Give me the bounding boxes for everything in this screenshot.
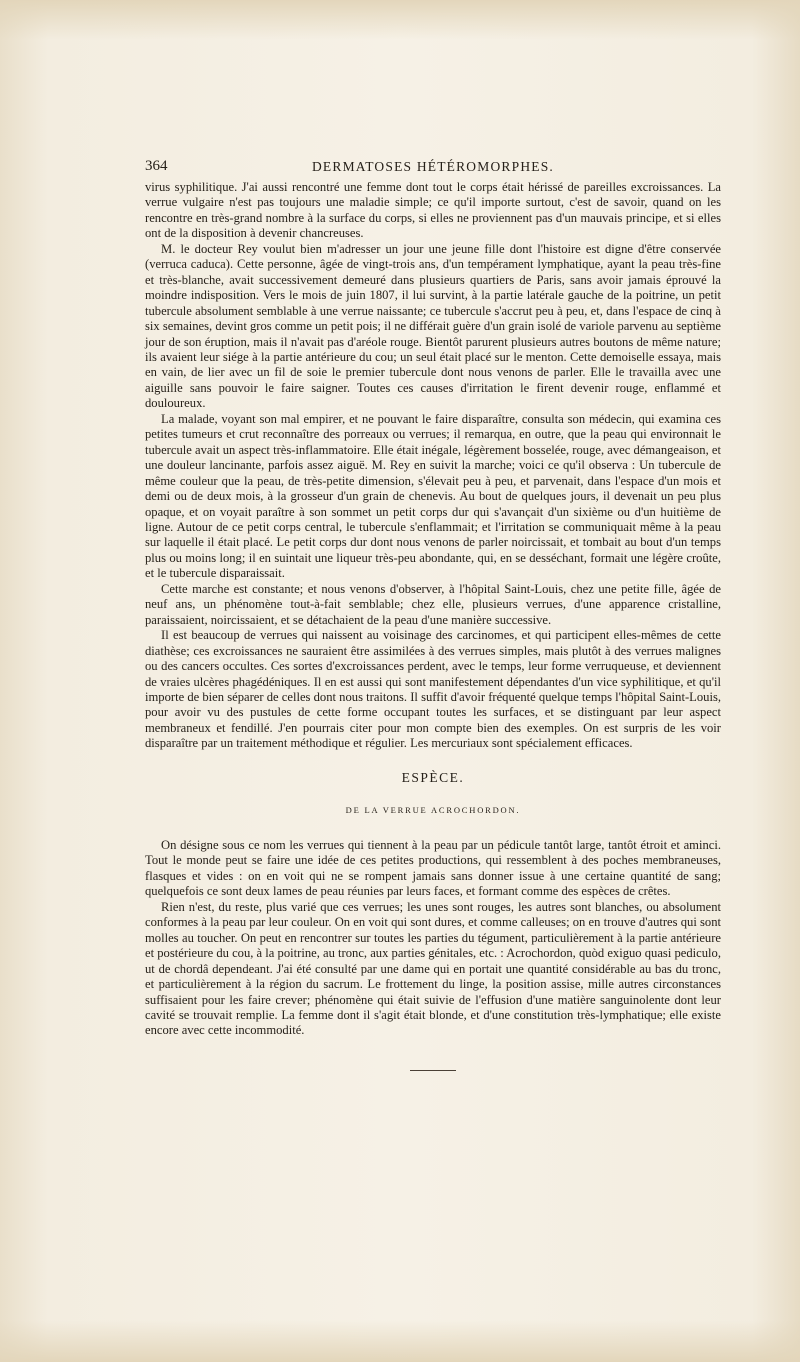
paragraph: Rien n'est, du reste, plus varié que ces verrues; les unes sont rouges, les autres sont blanches, ou absolument conformes à la peau par leur couleur. On en voit qui sont dures, et comme calleuses; on en trouve d'autres qui sont molles au toucher. On peut en rencontrer sur toutes les parties du tégument, particulièrement à la partie antérieure et postérieure du cou, à la poitrine, au tronc, aux parties génitales, etc. : Acrochordon, quòd exiguo quasi pediculo, ut de chordâ dependeant. J'ai été consulté par une dame qui en portait une quantité considérable au bas du tronc, et particulièrement à la région du sacrum. Le frottement du linge, la position assise, mille autres circonstances suffisaient pour les faire crever; phénomène qui était suivie de l'effusion d'une matière sanguinolente dont leur cavité se trouvait remplie. La femme dont il s'agit était blonde, et d'une constitution très-lymphatique; elle existe encore avec cette incommodité.	[145, 899, 721, 1038]
section-title: ESPÈCE.	[401, 770, 465, 785]
running-title: DERMATOSES HÉTÉROMORPHES.	[311, 159, 555, 174]
paper-stain	[0, 1320, 800, 1362]
closing-rule	[410, 1070, 456, 1071]
body-text	[145, 180, 721, 752]
page-number: 364	[145, 158, 168, 174]
paragraph: La malade, voyant son mal empirer, et ne pouvant le faire disparaître, consulta son médecin, qui examina ces petites tumeurs et crut reconnaître des porreaux ou verrues; il remarqua, en outre, que la peau qui environnait le tubercule avait un aspect très-inflammatoire. Elle était inégale, légèrement bosselée, rouge, avec démangeaison, et une douleur lancinante, parfois assez aiguë. M. Rey en suivit la marche; voici ce qu'il observa : Un tubercule de même couleur que la peau, de très-petite dimension, s'élevait peu à peu, et parvenait, dans l'espace d'un mois et demi ou de deux mois, à la grosseur d'un grain de chenevis. Au bout de quelques jours, il devenait un peu plus opaque, et on voyait paraître à son sommet un petit corps dur qui s'avançait d'un sixième ou d'un huitième de ligne. Autour de ce petit corps central, le tubercule s'enflammait; et l'irritation se communiquait même à la peau sur laquelle il était placé. Le petit corps dur dont nous venons de parler noircissait, et tombait au bout d'un temps plus ou moins long; il en suintait une liqueur très-peu abondante, qui, en se desséchant, formait une légère croûte, et le tubercule disparaissait.	[145, 411, 721, 581]
paragraph: Cette marche est constante; et nous venons d'observer, à l'hôpital Saint-Louis, chez une petite fille, âgée de neuf ans, un phénomène tout-à-fait semblable; chez elle, plusieurs verrues, d'une apparence cristalline, paraissaient, noircissaient, et se détachaient de la peau d'une manière successive.	[145, 581, 721, 627]
paper-stain	[0, 0, 800, 40]
paragraph: On désigne sous ce nom les verrues qui tiennent à la peau par un pédicule tantôt large, tantôt étroit et aminci. Tout le monde peut se faire une idée de ces petites productions, qui ressemblent à des poches membraneuses, flasques et vides : on en voit qui ne se rompent jamais sans donner issue à une certaine quantité de sang; quelquefois ce sont deux lames de peau réunies par leurs faces, et formant comme des espèces de crêtes.	[145, 838, 721, 899]
paragraph: Il est beaucoup de verrues qui naissent au voisinage des carcinomes, et qui participent elles-mêmes de cette diathèse; ces excroissances ne sauraient être assimilées à des verrues simples, mais plutôt à des verrues malignes ou des cancers occultes. Ces sortes d'excroissances perdent, avec le temps, leur forme verruqueuse, et deviennent de vraies ulcères phagédéniques. Il en est aussi qui sont manifestement dépendantes d'un vice syphilitique, et qu'il importe de bien séparer de celles dont nous traitons. Il suffit d'avoir fréquenté quelque temps l'hôpital Saint-Louis, pour avoir vu des pustules de cette forme occupant toutes les surfaces, et se distinguant par leur aspect membraneux et fendillé. J'en pourrais citer pour mon compte bien des exemples. On est surpris de les voir disparaître par un traitement méthodique et régulier. Les mercuriaux sont spécialement efficaces.	[145, 628, 721, 751]
section-body-text	[145, 838, 721, 1039]
paragraph: M. le docteur Rey voulut bien m'adresser un jour une jeune fille dont l'histoire est digne d'être conservée (verruca caduca). Cette personne, âgée de vingt-trois ans, d'un tempérament lymphatique, ayant la peau très-fine et très-blanche, avait successivement demeuré dans plusieurs quartiers de Paris, sans avoir jamais éprouvé la moindre indisposition. Vers le mois de juin 1807, il lui survint, à la partie latérale gauche de la poitrine, un petit tubercule absolument semblable à une verrue naissante; ce tubercule s'accrut peu à peu, et, dans l'espace de cinq à six semaines, devint gros comme un petit pois; il ne différait guère d'un grain isolé de variole parvenu au septième jour de son éruption, mais il n'avait pas d'aréole rouge. Bientôt parurent plusieurs autres boutons de même nature; ils avaient leur siége à la partie antérieure du cou; un seul était placé sur le menton. Cette demoiselle essaya, mais en vain, de lier avec un fil de soie le premier tubercule dont nous venons de parler. Elle le travailla avec une aiguille sans pouvoir le faire saigner. Toutes ces causes d'irritation le firent devenir rouge, enflammé et douloureux.	[145, 241, 721, 411]
page-header	[145, 158, 721, 178]
paragraph: virus syphilitique. J'ai aussi rencontré une femme dont tout le corps était hérissé de pareilles excroissances. La verrue vulgaire n'est pas toujours une maladie simple; ce qu'il importe surtout, c'est de savoir, quand on les rencontre en très-grand nombre à la surface du corps, si elles ne proviennent pas d'un mauvais principe, et si elles ont de la disposition à devenir chancreuses.	[145, 180, 721, 241]
section-subtitle: DE LA VERRUE ACROCHORDON.	[345, 805, 521, 815]
